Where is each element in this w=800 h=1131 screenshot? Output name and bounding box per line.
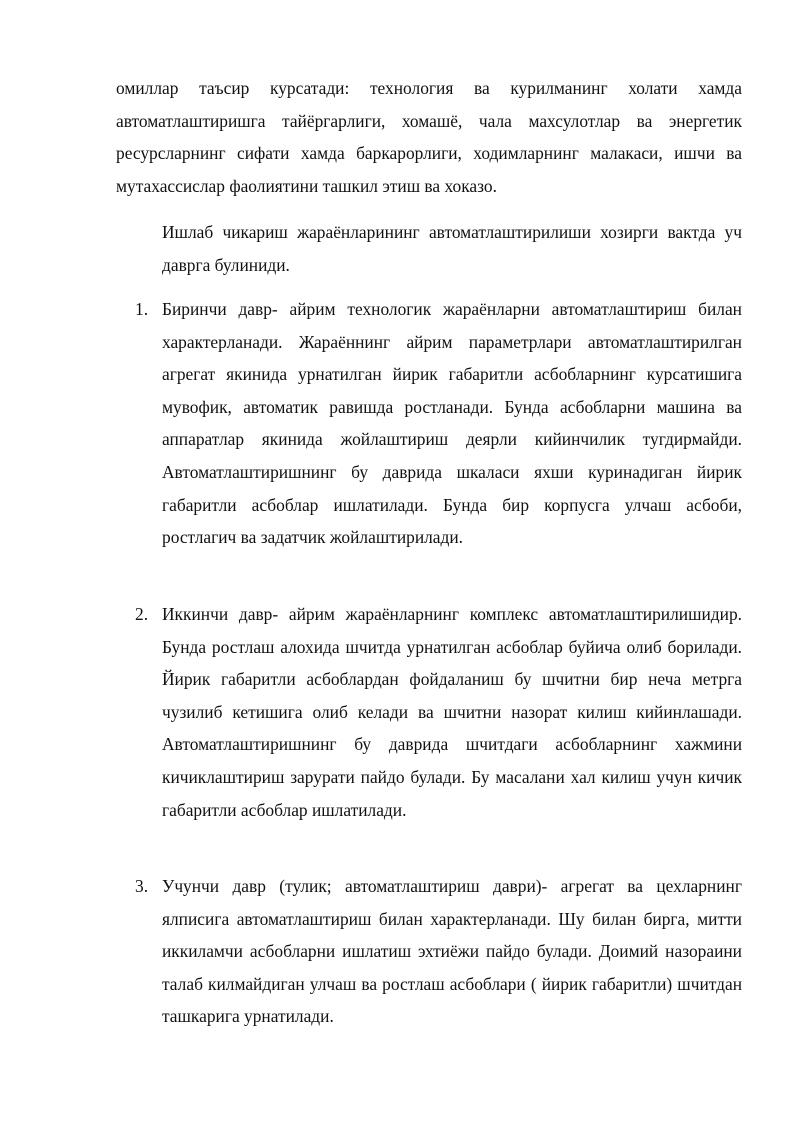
list-text: Иккинчи давр- айрим жараёнларнинг комплекс автоматлаштирилишидир. Бунда ростлаш алохида шчитда урнатилган асбоблар буйича олиб борилади. Йирик габаритли асбоблардан фойдаланиш бу шчитни бир неча метрга чузилиб кетишига олиб келади ва шчитни назорат килиш кийинлашади. Автоматлаштиришнинг бу даврида шчитдаги асбобларнинг хажмини кичиклаштириш зарурати пайдо булади. Бу масалани хал килиш учун кичик габаритли асбоблар ишлатилади.	[162, 604, 742, 820]
paragraph-intro: омиллар таъсир курсатади: технология ва курилманинг холати хамда автоматлаштиришга тайёргарлиги, хомашё, чала махсулотлар ва энергетик ресурсларнинг сифати хамда баркарорлиги, ходимларнинг малакаси, ишчи ва мутахассислар фаолиятини ташкил этиш ва хоказо.	[116, 78, 742, 196]
list-number: 1.	[135, 299, 149, 319]
list-number: 2.	[135, 604, 149, 624]
list-number: 3.	[135, 876, 149, 896]
list-text: Учунчи давр (тулик; автоматлаштириш даври)- агрегат ва цехларнинг ялписига автоматлаштириш билан характерланади. Шу билан бирга, митти иккиламчи асбобларни ишлатиш эхтиёжи пайдо булади. Доимий назораини талаб килмайдиган улчаш ва ростлаш асбоблари ( йирик габаритли) шчитдан ташкарига урнатилади.	[162, 876, 742, 1027]
paragraph-stages: Ишлаб чикариш жараёнларининг автоматлаштирилиши хозирги вактда уч даврга булиниди.	[162, 222, 742, 275]
list-text: Биринчи давр- айрим технологик жараёнларни автоматлаштириш билан характерланади. Жараённинг айрим параметрлари автоматлаштирилган агрегат якинида урнатилган йирик габаритли асбобларнинг курсатишига мувофик, автоматик равишда ростланади. Бунда асбобларни машина ва аппаратлар якинида жойлаштириш деярли кийинчилик тугдирмайди. Автоматлаштиришнинг бу даврида шкаласи яхши куринадиган йирик габаритли асбоблар ишлатилади. Бунда бир корпусга улчаш асбоби, ростлагич ва задатчик жойлаштирилади.	[162, 299, 742, 548]
